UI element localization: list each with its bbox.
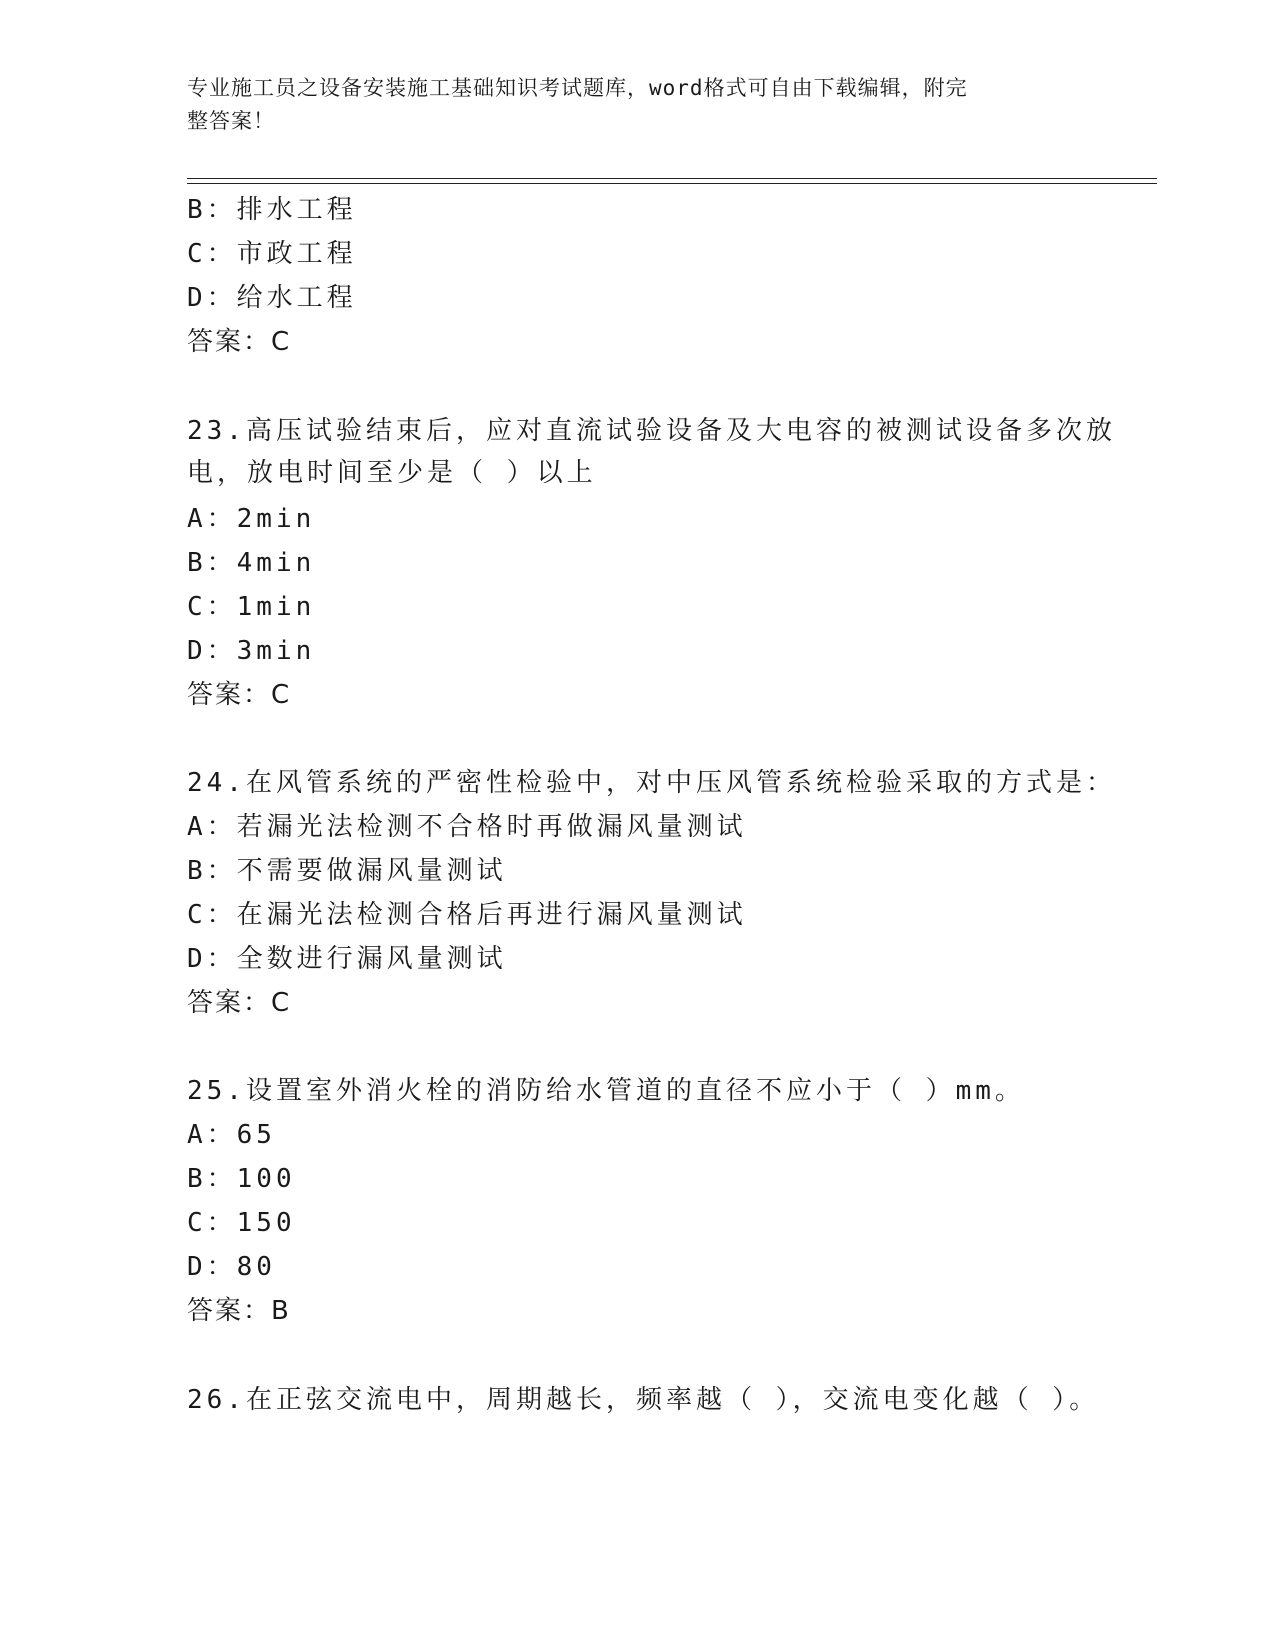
- q24-answer: 答案：C: [187, 988, 292, 1018]
- q25-stem-line-1: 25.设置室外消火栓的消防给水管道的直径不应小于（ ）mm。: [187, 1076, 1025, 1106]
- q22-option-b: B：排水工程: [187, 195, 357, 225]
- q23-answer: 答案：C: [187, 680, 292, 710]
- q24-option-c: C：在漏光法检测合格后再进行漏风量测试: [187, 900, 747, 930]
- q25-option-c: C：150: [187, 1208, 296, 1238]
- q22-option-c: C：市政工程: [187, 239, 357, 269]
- q26-stem-line-1: 26.在正弦交流电中，周期越长，频率越（ ），交流电变化越（ ）。: [187, 1385, 1100, 1415]
- q23-option-b: B：4min: [187, 548, 316, 578]
- q23-stem-line-1: 23.高压试验结束后，应对直流试验设备及大电容的被测试设备多次放: [187, 416, 1116, 446]
- q23-option-d: D：3min: [187, 636, 316, 666]
- q25-answer: 答案：B: [187, 1296, 291, 1326]
- header-line-1: 专业施工员之设备安装施工基础知识考试题库，word格式可自由下载编辑，附完: [187, 76, 968, 100]
- q25-option-a: A：65: [187, 1120, 276, 1150]
- q24-option-b: B：不需要做漏风量测试: [187, 856, 507, 886]
- q22-option-d: D：给水工程: [187, 283, 357, 313]
- q25-option-b: B：100: [187, 1164, 296, 1194]
- header-divider-top: [187, 178, 1157, 179]
- q24-option-d: D：全数进行漏风量测试: [187, 944, 507, 974]
- q24-stem-line-1: 24.在风管系统的严密性检验中，对中压风管系统检验采取的方式是：: [187, 768, 1116, 798]
- header-line-2: 整答案！: [187, 109, 275, 133]
- q25-option-d: D：80: [187, 1252, 276, 1282]
- page-header: [187, 72, 1067, 138]
- q22-answer: 答案：C: [187, 327, 292, 357]
- q23-option-a: A：2min: [187, 504, 316, 534]
- q23-option-c: C：1min: [187, 592, 316, 622]
- q24-option-a: A：若漏光法检测不合格时再做漏风量测试: [187, 812, 747, 842]
- q23-stem-line-2: 电，放电时间至少是（ ）以上: [187, 458, 597, 488]
- header-divider-bottom: [187, 183, 1157, 184]
